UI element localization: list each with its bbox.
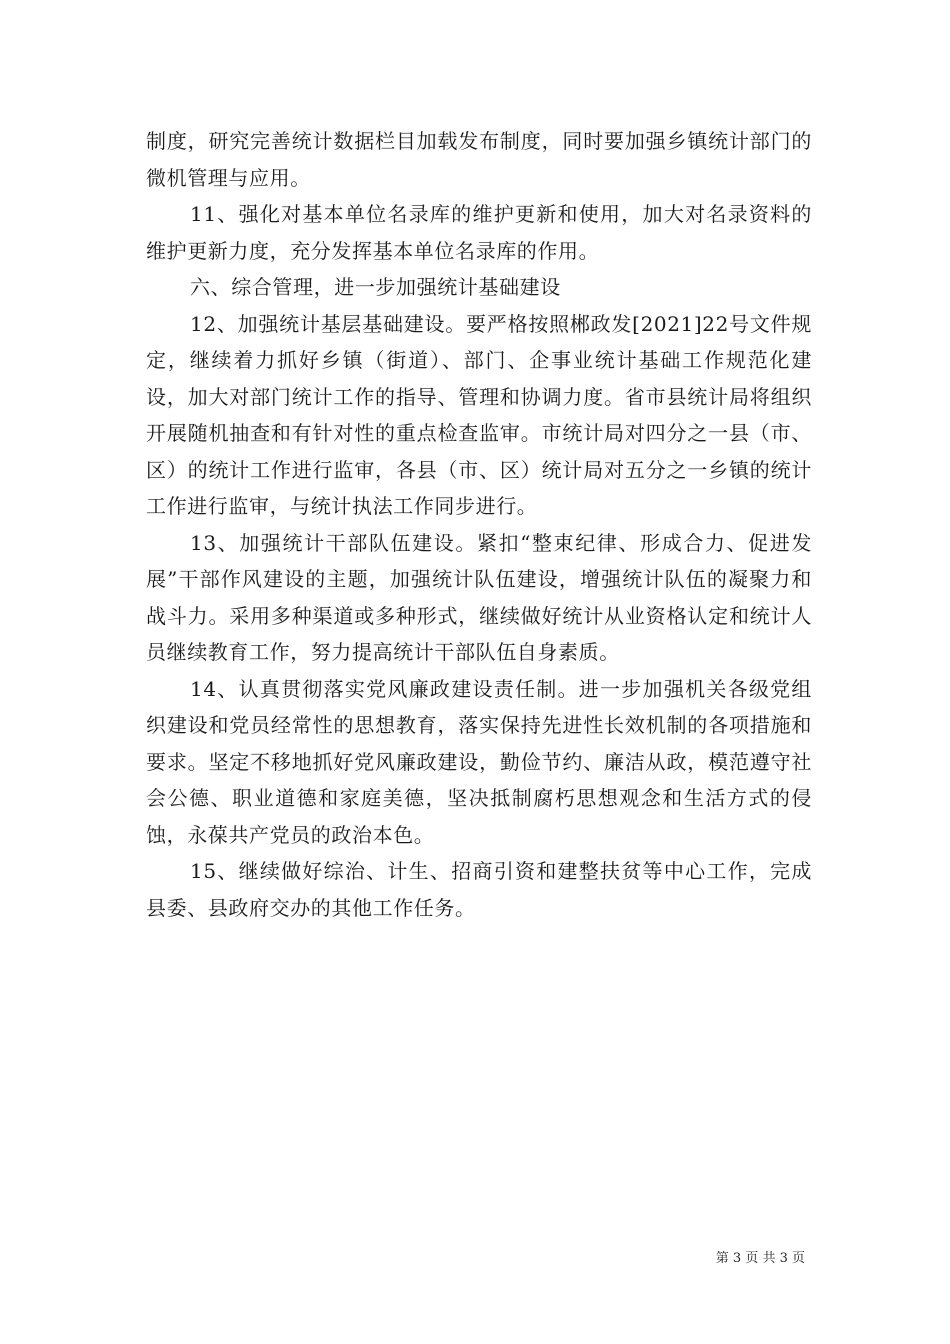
paragraph-item-15: 15、继续做好综治、计生、招商引资和建整扶贫等中心工作，完成县委、县政府交办的其他工作任务。 [146,859,812,920]
paragraph-continuation: 制度，研究完善统计数据栏目加载发布制度，同时要加强乡镇统计部门的微机管理与应用。 [146,129,812,190]
document-body [146,123,812,926]
paragraph-item-13: 13、加强统计干部队伍建设。紧扣“整束纪律、形成合力、促进发展”干部作风建设的主题，加强统计队伍建设，增强统计队伍的凝聚力和战斗力。采用多种渠道或多种形式，继续做好统计从业资格认定和统计人员继续教育工作，努力提高统计干部队伍自身素质。 [146,530,812,664]
paragraph-item-11: 11、强化对基本单位名录库的维护更新和使用，加大对名录资料的维护更新力度，充分发挥基本单位名录库的作用。 [146,202,812,263]
page-number: 第 3 页 共 3 页 [715,1251,805,1266]
paragraph-item-12: 12、加强统计基层基础建设。要严格按照郴政发[2021]22号文件规定，继续着力抓好乡镇（街道）、部门、企事业统计基础工作规范化建设，加大对部门统计工作的指导、管理和协调力度。省市县统计局将组织开展随机抽查和有针对性的重点检查监审。市统计局对四分之一县（市、区）的统计工作进行监审，各县（市、区）统计局对五分之一乡镇的统计工作进行监审，与统计执法工作同步进行。 [146,311,812,518]
paragraph-item-14: 14、认真贯彻落实党风廉政建设责任制。进一步加强机关各级党组织建设和党员经常性的思想教育，落实保持先进性长效机制的各项措施和要求。坚定不移地抓好党风廉政建设，勤俭节约、廉洁从政，模范遵守社会公德、职业道德和家庭美德，坚决抵制腐朽思想观念和生活方式的侵蚀，永葆共产党员的政治本色。 [146,676,812,847]
section-heading-6: 六、综合管理，进一步加强统计基础建设 [190,275,561,299]
